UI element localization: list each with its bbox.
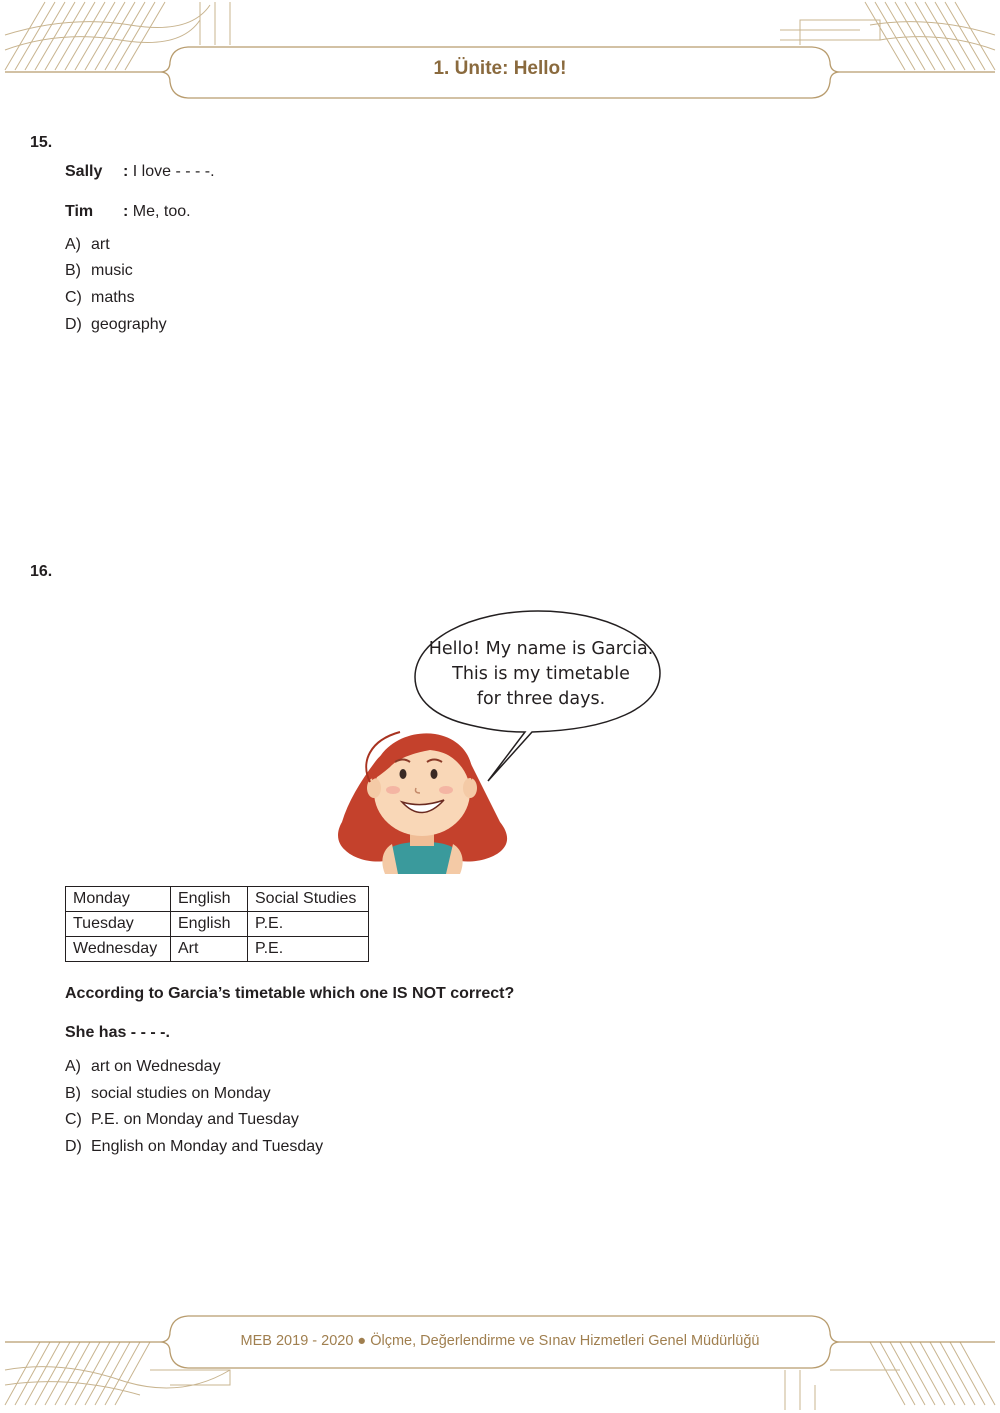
table-row	[66, 887, 369, 912]
q16-option-b[interactable]	[65, 1085, 271, 1103]
option-letter: A)	[65, 236, 81, 253]
q15-option-a[interactable]	[65, 236, 110, 254]
speaker-name: Tim	[65, 203, 94, 220]
speaker-colon: :	[123, 203, 129, 220]
option-text: English on Monday and Tuesday	[91, 1138, 324, 1155]
table-cell: Art	[171, 937, 248, 962]
option-text: social studies on Monday	[91, 1085, 271, 1102]
option-letter: B)	[65, 262, 81, 279]
table-cell: Social Studies	[248, 887, 369, 912]
table-cell: P.E.	[248, 912, 369, 937]
speech-bubble-text	[420, 637, 662, 712]
option-letter: C)	[65, 289, 82, 306]
option-letter: D)	[65, 1138, 82, 1155]
question-number-15: 15.	[30, 134, 53, 151]
table-cell: Tuesday	[66, 912, 171, 937]
question-prompt: According to Garcia’s timetable which one IS NOT correct?	[65, 985, 515, 1002]
q16-option-a[interactable]	[65, 1058, 221, 1076]
dialogue-text: I love - - - -.	[128, 163, 215, 180]
table-cell: P.E.	[248, 937, 369, 962]
bubble-line: for three days.	[476, 689, 606, 709]
table-cell: Wednesday	[66, 937, 171, 962]
option-text: maths	[91, 289, 135, 306]
bubble-line: Hello! My name is Garcia.	[428, 639, 654, 659]
question-stem: She has - - - -.	[65, 1024, 170, 1041]
option-text: geography	[91, 316, 167, 333]
footer-text: MEB 2019 - 2020 ● Ölçme, Değerlendirme ve Sınav Hizmetleri Genel Müdürlüğü	[240, 1333, 760, 1349]
option-letter: C)	[65, 1111, 82, 1128]
q15-option-d[interactable]	[65, 316, 167, 334]
q16-option-d[interactable]	[65, 1138, 323, 1156]
question-number-16: 16.	[30, 563, 53, 580]
dialogue-text: Me, too.	[128, 203, 191, 220]
option-text: music	[91, 262, 133, 279]
footer-decoration	[0, 1310, 1000, 1413]
header-decoration	[0, 0, 1000, 110]
dialogue-line-tim	[65, 203, 191, 221]
option-text: art on Wednesday	[91, 1058, 221, 1075]
girl-illustration	[330, 722, 515, 874]
option-letter: D)	[65, 316, 82, 333]
table-cell: English	[171, 912, 248, 937]
table-cell: English	[171, 887, 248, 912]
table-row	[66, 912, 369, 937]
option-text: P.E. on Monday and Tuesday	[91, 1111, 299, 1128]
q15-option-b[interactable]	[65, 262, 133, 280]
table-cell: Monday	[66, 887, 171, 912]
speaker-colon: :	[123, 163, 129, 180]
q16-option-c[interactable]	[65, 1111, 299, 1129]
table-row	[66, 937, 369, 962]
timetable	[65, 886, 369, 962]
page-title: 1. Ünite: Hello!	[433, 58, 567, 79]
option-text: art	[91, 236, 110, 253]
option-letter: B)	[65, 1085, 81, 1102]
dialogue-line-sally	[65, 163, 215, 181]
option-letter: A)	[65, 1058, 81, 1075]
speaker-name: Sally	[65, 163, 103, 180]
bubble-line: This is my timetable	[452, 664, 630, 684]
q15-option-c[interactable]	[65, 289, 135, 307]
